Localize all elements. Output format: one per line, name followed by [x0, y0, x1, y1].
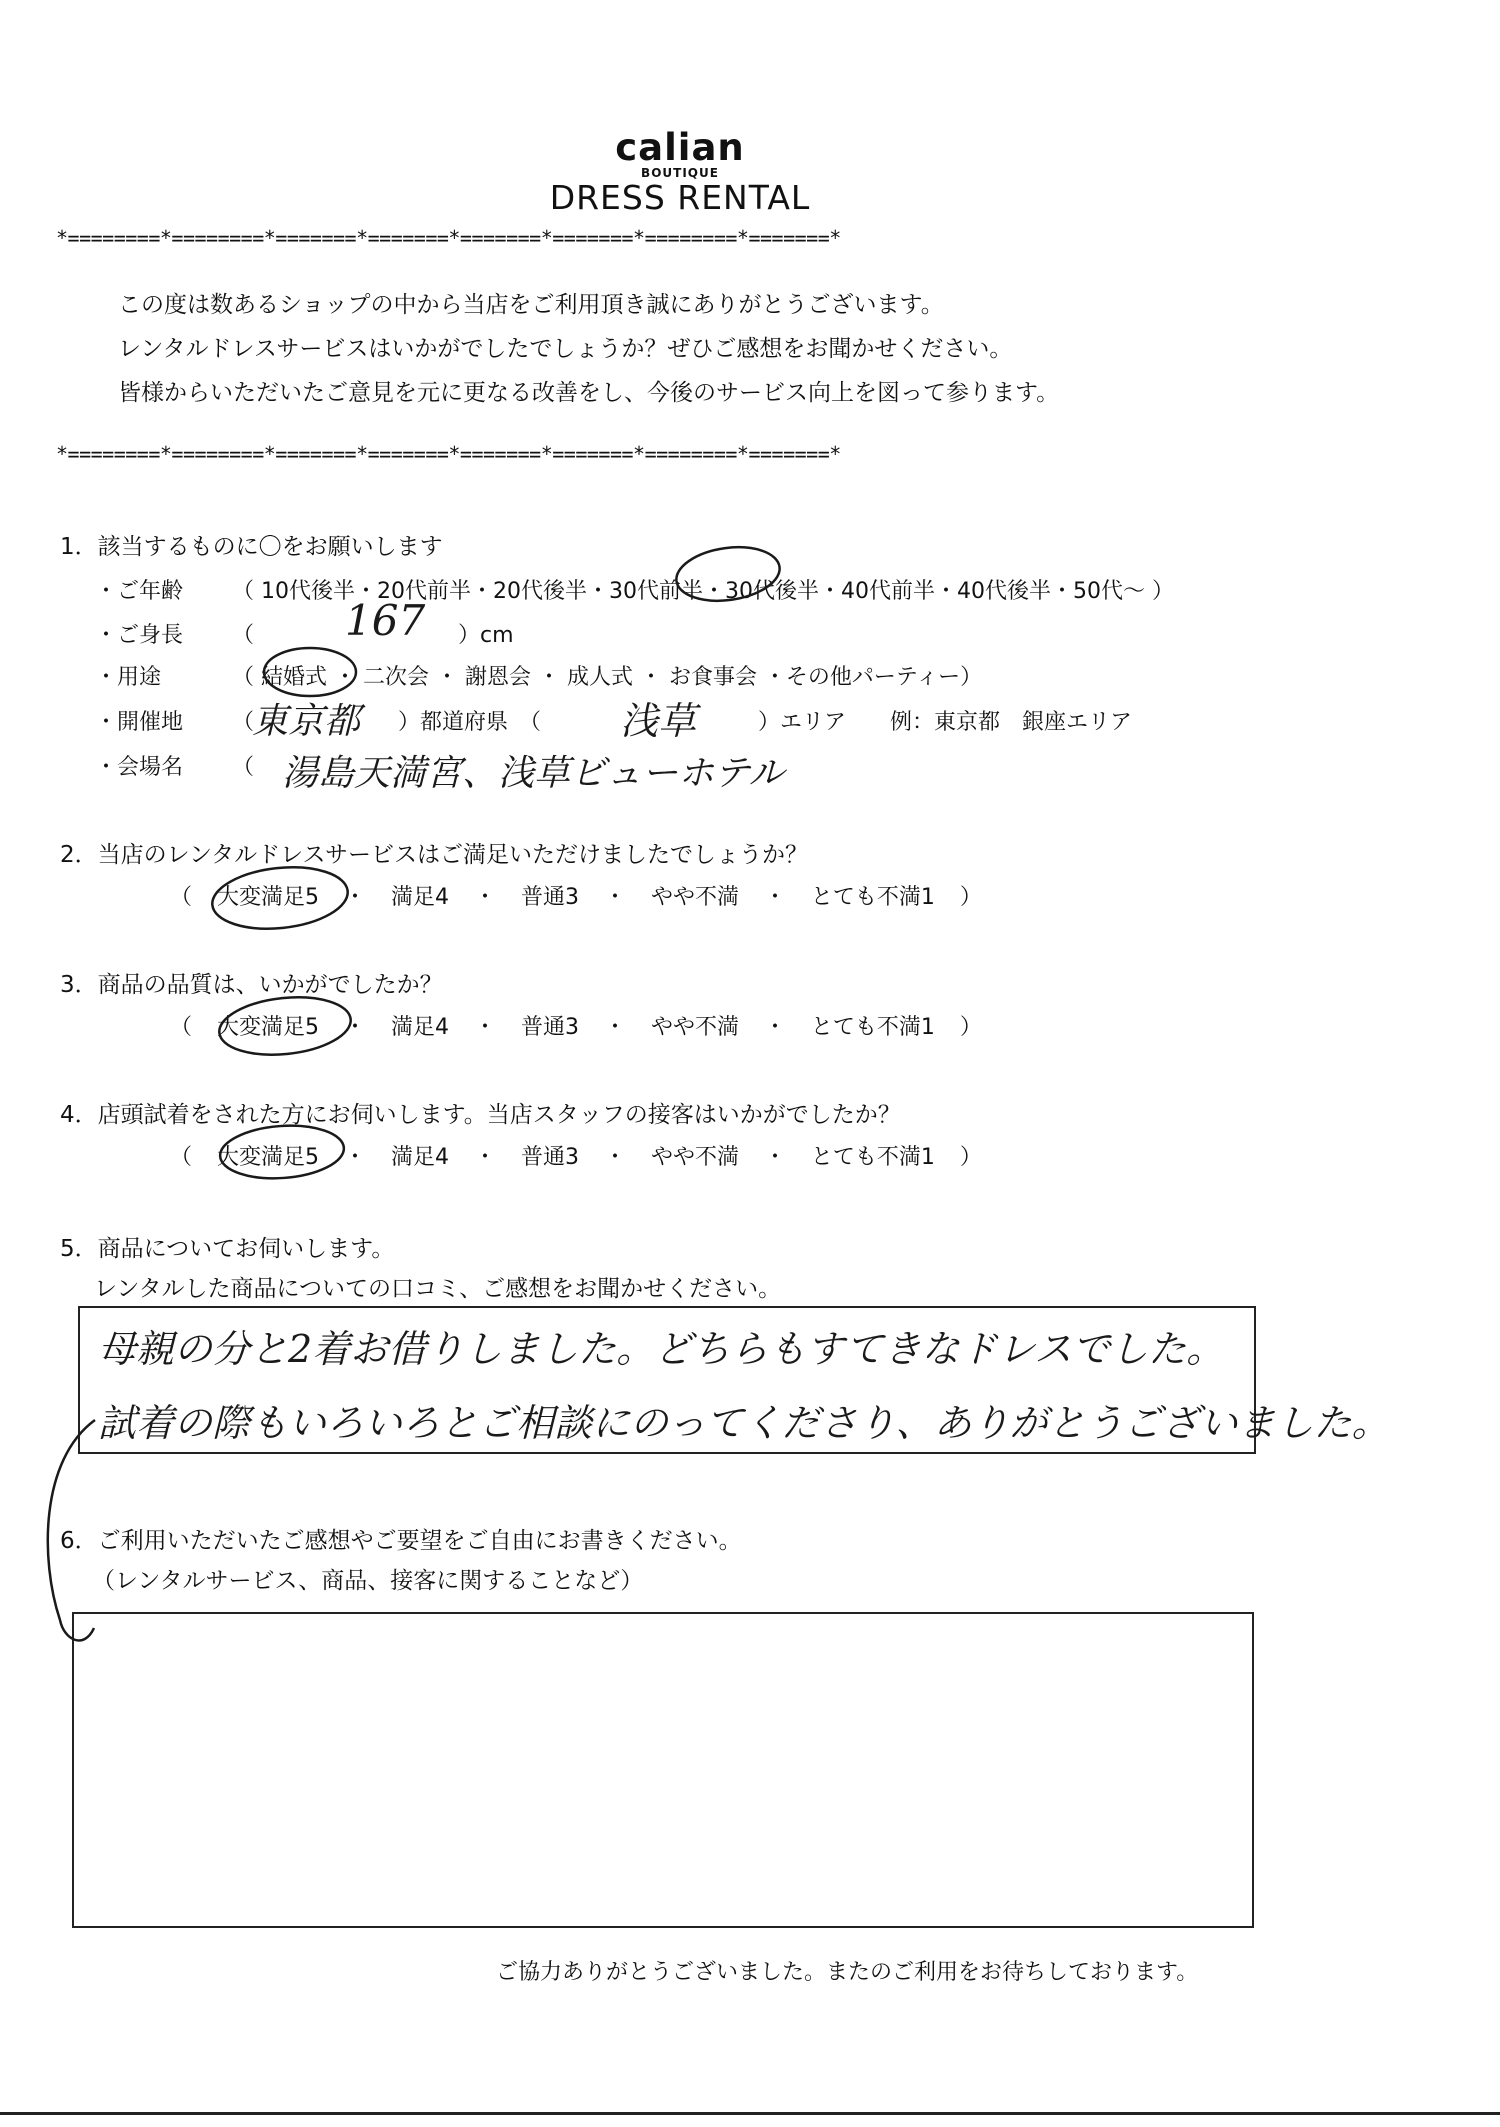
- area-value: 浅草: [620, 699, 697, 743]
- pen-stroke-arrow: [48, 1420, 95, 1640]
- circle-q2-very-satisfied: [209, 861, 351, 935]
- service-title: DRESS RENTAL: [549, 178, 811, 217]
- intro-line-3: 皆様からいただいたご意見を元に更なる改善をし、今後のサービス向上を図って参ります。: [118, 380, 1060, 406]
- divider-bottom: *========*========*=======*=======*=======*=======*========*=======*: [56, 442, 841, 466]
- circle-q3-very-satisfied: [216, 991, 353, 1060]
- q5-subtitle: レンタルした商品についての口コミ、ご感想をお聞かせください。: [94, 1276, 782, 1302]
- brand-logo: calian: [615, 126, 745, 169]
- q3-choices: （ 大変満足5 ・ 満足4 ・ 普通3 ・ やや不満 ・ とても不満1 ）: [170, 1015, 982, 1040]
- q1-title: 1．該当するものに〇をお願いします: [60, 534, 443, 560]
- q6-subtitle: （レンタルサービス、商品、接客に関することなど）: [92, 1568, 644, 1594]
- circle-age-30s-early: [673, 541, 783, 607]
- hall-open: （: [232, 755, 255, 780]
- circle-use-wedding: [264, 648, 356, 696]
- circle-q4-very-satisfied: [218, 1122, 345, 1183]
- q3-title: 3．商品の品質は、いかがでしたか？: [60, 972, 443, 998]
- q4-title: 4．店頭試着をされた方にお伺いします。当店スタッフの接客はいかがでしたか？: [60, 1102, 901, 1128]
- q4-choices: （ 大変満足5 ・ 満足4 ・ 普通3 ・ やや不満 ・ とても不満1 ）: [170, 1145, 982, 1170]
- prefecture-value: 東京都: [252, 701, 361, 742]
- brand-subtitle: BOUTIQUE: [641, 166, 719, 180]
- divider-top: *========*========*=======*=======*=======*=======*========*=======*: [56, 226, 841, 250]
- height-value: 167: [345, 596, 426, 645]
- q6-title: 6．ご利用いただいたご感想やご要望をご自由にお書きください。: [60, 1528, 742, 1554]
- area-suffix: ）エリア 例：東京都 銀座エリア: [758, 710, 1133, 735]
- age-label: ・ご年齢: [95, 579, 184, 604]
- q2-title: 2．当店のレンタルドレスサービスはご満足いただけましたでしょうか？: [60, 842, 808, 868]
- use-options: （ 結婚式 ・ 二次会 ・ 謝恩会 ・ 成人式 ・ お食事会 ・その他パーティー）: [232, 665, 983, 690]
- q2-choices: （ 大変満足5 ・ 満足4 ・ 普通3 ・ やや不満 ・ とても不満1 ）: [170, 885, 982, 910]
- q5-answer-line-2: 試着の際もいろいろとご相談にのってくださり、ありがとうございました。: [98, 1401, 1390, 1445]
- height-unit: ）cm: [458, 623, 514, 648]
- height-open: （: [232, 623, 255, 648]
- hall-label: ・会場名: [95, 755, 184, 780]
- venue-open: （: [232, 710, 255, 735]
- hall-value: 湯島天満宮、浅草ビューホテル: [282, 753, 785, 794]
- intro-line-1: この度は数あるショップの中から当店をご利用頂き誠にありがとうございます。: [118, 292, 944, 318]
- use-label: ・用途: [95, 665, 162, 690]
- age-options: （ 10代後半・20代前半・20代後半・30代前半・30代後半・40代前半・40代後半・50代〜 ）: [232, 579, 1174, 604]
- q5-title: 5．商品についてお伺いします。: [60, 1236, 395, 1262]
- q5-answer-line-1: 母親の分と2着お借りしました。どちらもすてきなドレスでした。: [98, 1327, 1225, 1371]
- footer-thanks: ご協力ありがとうございました。またのご利用をお待ちしております。: [496, 1960, 1199, 1985]
- prefecture-suffix: ）都道府県 （: [398, 710, 542, 735]
- venue-label: ・開催地: [95, 710, 184, 735]
- height-label: ・ご身長: [95, 623, 184, 648]
- intro-line-2: レンタルドレスサービスはいかがでしたでしょうか？ぜひご感想をお聞かせください。: [118, 336, 1013, 362]
